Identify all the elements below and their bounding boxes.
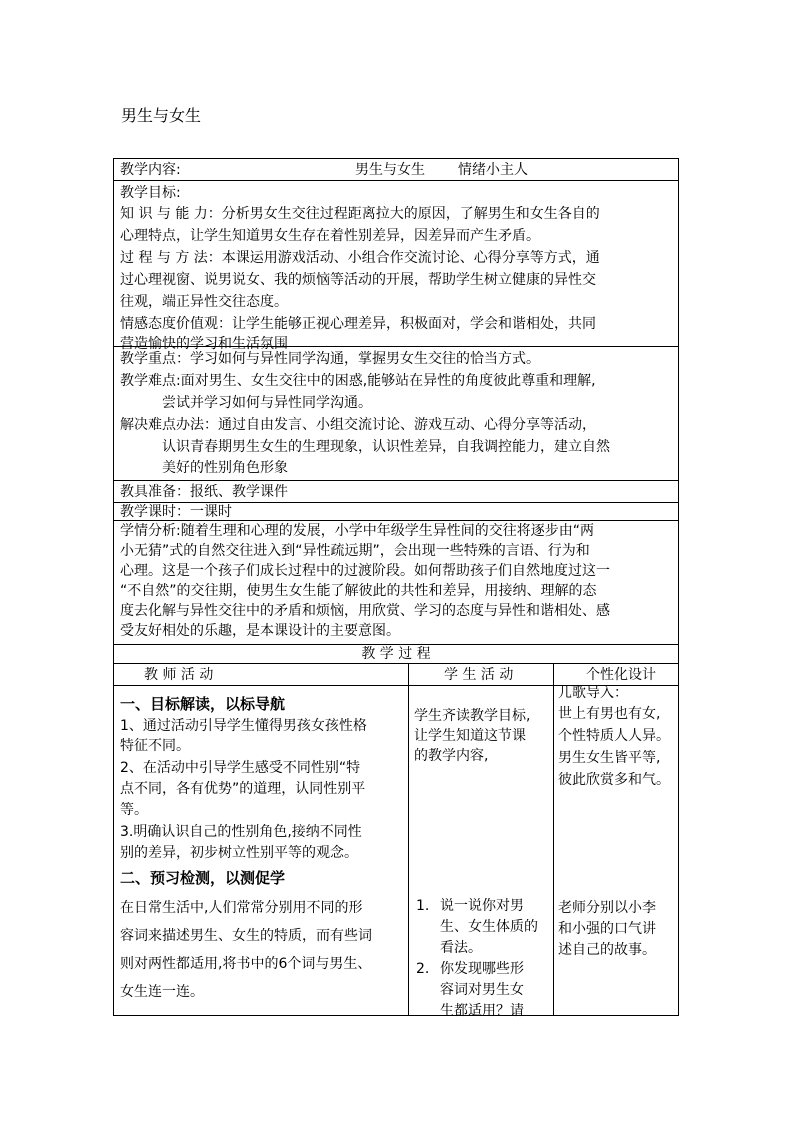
row-hours — [114, 503, 678, 521]
student-line: 生、女生体质的 — [440, 919, 538, 935]
list-number: 2. — [416, 961, 430, 977]
teacher-line: 等。 — [120, 802, 148, 818]
student-line: 的教学内容, — [414, 748, 489, 764]
custom-line: 老师分别以小李 — [558, 900, 656, 916]
teacher-line: 3.明确认识自己的性别角色,接纳不同性 — [120, 824, 362, 840]
goals-line: 心理特点，让学生知道男女生存在着性别差异，因差异而产生矛盾。 — [120, 228, 540, 244]
custom-line: 彼此欣赏多和气。 — [558, 772, 670, 788]
analysis-line: 度去化解与异性交往中的矛盾和烦恼，用欣赏、学习的态度与异性和谐相处、感 — [120, 603, 610, 619]
teacher-line: 在日常生活中,人们常常分别用不同的形 — [120, 900, 363, 916]
goals-line: 过 程 与 方 法：本课运用游戏活动、小组合作交流讨论、心得分享等方式，通 — [120, 250, 600, 266]
custom-line: 个性特质人人异。 — [558, 728, 670, 744]
section-heading: 二、预习检测，以测促学 — [120, 869, 286, 887]
section-heading: 一、目标解读，以标导航 — [120, 695, 286, 713]
student-line: 生都适用？请 — [440, 1003, 524, 1019]
content-value-1: 男生与女生 — [355, 162, 425, 178]
focus-line: 教学难点:面对男生、女生交往中的困惑,能够站在异性的角度彼此尊重和理解, — [120, 373, 596, 389]
column-divider — [553, 664, 554, 685]
row-analysis — [114, 521, 678, 645]
lesson-plan-table — [113, 158, 679, 1019]
teacher-line: 点不同，各有优势”的道理，认同性别平 — [120, 781, 366, 797]
student-line: 你发现哪些形 — [440, 961, 524, 977]
teacher-line: 女生连一连。 — [120, 984, 204, 1000]
focus-line: 美好的性别角色形象 — [162, 460, 288, 476]
process-body — [114, 685, 678, 1019]
student-line: 让学生知道这节课 — [414, 728, 526, 744]
row-content — [114, 159, 678, 181]
list-number: 1. — [416, 898, 430, 914]
goals-line: 情感态度价值观：让学生能够正视心理差异，积极面对，学会和谐相处，共同 — [120, 316, 596, 332]
focus-line: 认识青春期男生女生的生理现象，认识性差异，自我调控能力，建立自然 — [162, 439, 610, 455]
custom-line: 男生女生皆平等, — [558, 750, 661, 766]
teacher-line: 容词来描述男生、女生的特质，而有些词 — [120, 928, 372, 944]
custom-line: 述自己的故事。 — [558, 942, 656, 958]
student-line: 学生齐读教学目标, — [414, 708, 531, 724]
row-goals — [114, 181, 678, 352]
focus-line: 解决难点办法：通过自由发言、小组交流讨论、游戏互动、心得分享等活动， — [120, 417, 596, 433]
row-process-header — [114, 645, 678, 664]
goals-line: 知 识 与 能 力：分析男女生交往过程距离拉大的原因，了解男生和女生各自的 — [120, 206, 600, 222]
goals-line: 营造愉快的学习和生活氛围 — [120, 336, 288, 352]
analysis-line: 学情分析:随着生理和心理的发展，小学中年级学生异性间的交往将逐步由“两 — [120, 523, 594, 539]
teacher-line: 则对两性都适用,将书中的6个词与男生、 — [120, 956, 372, 972]
column-divider — [408, 686, 409, 1015]
student-line: 说一说你对男 — [440, 898, 524, 914]
document-title: 男生与女生 — [121, 106, 202, 125]
content-label: 教学内容: — [120, 162, 181, 178]
custom-line: 世上有男也有女, — [558, 706, 661, 722]
teacher-line: 别的差异，初步树立性别平等的观念。 — [120, 845, 358, 861]
focus-line: 尝试并学习如何与异性同学沟通。 — [162, 395, 372, 411]
analysis-line: 受友好相处的乐趣，是本课设计的主要意图。 — [120, 623, 400, 639]
custom-line: 和小强的口气讲 — [558, 921, 656, 937]
analysis-line: 心理。这是一个孩子们成长过程中的过渡阶段。如何帮助孩子们自然地度过这一 — [120, 563, 610, 579]
teacher-line: 2、在活动中引导学生感受不同性别“特 — [120, 760, 361, 776]
row-tools — [114, 481, 678, 503]
content-value-2: 情绪小主人 — [458, 162, 528, 178]
teacher-line: 特征不同。 — [120, 738, 190, 754]
teacher-line: 1、通过活动引导学生懂得男孩女孩性格 — [120, 718, 367, 734]
tools-text: 教具准备：报纸、教学课件 — [120, 484, 288, 500]
goals-line: 过心理视窗、说男说女、我的烦恼等活动的开展，帮助学生树立健康的异性交 — [120, 272, 596, 288]
goals-line: 往观，端正异性交往态度。 — [120, 294, 288, 310]
custom-line: 儿歌导入： — [558, 685, 628, 701]
student-line: 看法。 — [440, 940, 482, 956]
col-student-header: 学 生 活 动 — [444, 667, 514, 683]
process-header: 教 学 过 程 — [361, 646, 431, 662]
goals-heading: 教学目标: — [120, 185, 181, 201]
column-divider — [408, 664, 409, 685]
row-focus — [114, 347, 678, 481]
analysis-line: 小无猜”式的自然交往进入到“异性疏远期”，会出现一些特殊的言语、行为和 — [120, 543, 590, 559]
focus-line: 教学重点：学习如何与异性同学沟通，掌握男女生交往的恰当方式。 — [120, 351, 540, 367]
hours-text: 教学课时：一课时 — [120, 504, 232, 520]
col-custom-header: 个性化设计 — [586, 667, 656, 683]
col-teacher-header: 教 师 活 动 — [144, 667, 214, 683]
student-line: 容词对男生女 — [440, 982, 524, 998]
column-divider — [553, 686, 554, 1015]
analysis-line: “不自然”的交往期，使男生女生能了解彼此的共性和差异，用接纳、理解的态 — [120, 583, 597, 599]
